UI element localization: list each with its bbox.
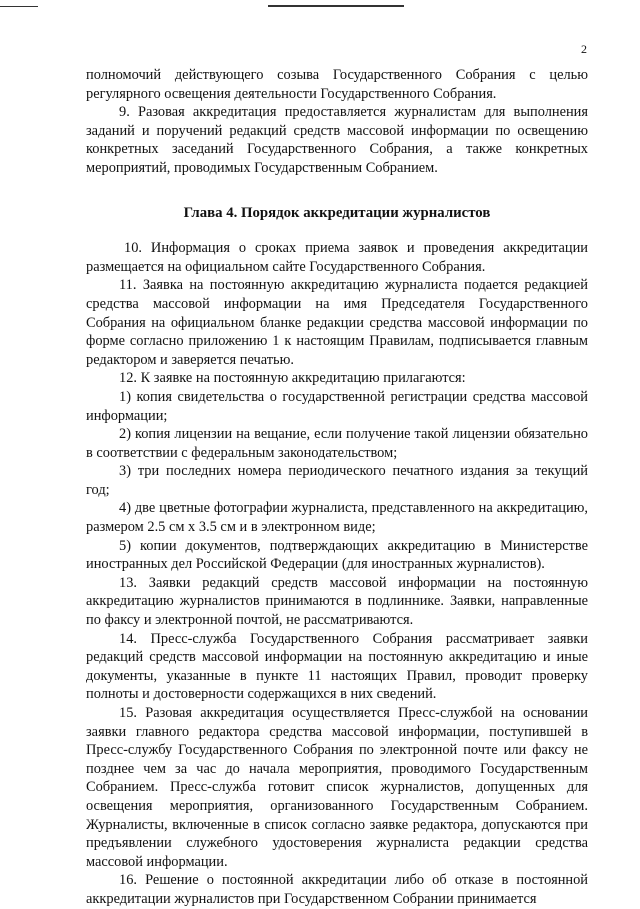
scan-edge-mark (0, 6, 38, 7)
list-item-1: 1) копия свидетельства о государственной регистрации средства массовой информации; (86, 388, 588, 424)
list-item-2: 2) копия лицензии на вещание, если получение такой лицензии обязательно в соответствии с федеральным законодательством; (86, 426, 588, 461)
paragraph-15: 15. Разовая аккредитация осуществляется Пресс-службой на основании заявки главного редактора средства массовой информации, поступившей в Пресс-службу Государственного Собрания по электронной почте или факсу не позднее чем за час до начала мероприятия, проводимого Государственным Собранием. Пресс-служба готовит список журналистов, допущенных для освещения мероприятия, организованного Государственным Собранием. Журналисты, включенные в список согласно заявке редактора, допускаются при предъявлении служебного удостоверения журналиста редакции средства массовой информации. (86, 705, 588, 870)
document-body (86, 66, 588, 909)
list-item-5: 5) копии документов, подтверждающих аккредитацию в Министерстве иностранных дел Российской Федерации (для иностранных журналистов). (86, 537, 588, 573)
page-number: 2 (581, 42, 587, 56)
paragraph-continuation: полномочий действующего созыва Государственного Собрания с целью регулярного освещения деятельности Государственного Собрания. (86, 67, 588, 102)
scan-edge-mark (268, 5, 404, 7)
paragraph-14: 14. Пресс-служба Государственного Собрания рассматривает заявки редакций средств массовой информации на постоянную аккредитацию и иные документы, указанные в пункте 11 настоящих Правил, проводит проверку полноты и достоверности содержащихся в них сведений. (86, 630, 588, 703)
paragraph-12: 12. К заявке на постоянную аккредитацию прилагаются: (119, 370, 466, 387)
paragraph-9: 9. Разовая аккредитация предоставляется журналистам для выполнения заданий и поручений редакций средств массовой информации по освещению конкретных заседаний Государственного Собрания, а также конкретных мероприятий, проводимых Государственным Собранием. (86, 104, 588, 176)
paragraph-16: 16. Решение о постоянной аккредитации либо об отказе в постоянной аккредитации журналистов при Государственном Собрании принимается (86, 872, 588, 907)
list-item-4: 4) две цветные фотографии журналиста, представленного на аккредитацию, размером 2.5 см х 3.5 см и в электронном виде; (86, 500, 588, 536)
chapter-heading: Глава 4. Порядок аккредитации журналистов (183, 204, 491, 221)
paragraph-13: 13. Заявки редакций средств массовой информации на постоянную аккредитацию журналистов принимаются в подлиннике. Заявки, направленные по факсу и электронной почтой, не рассматриваются. (86, 574, 588, 629)
paragraph-10: 10. Информация о сроках приема заявок и проведения аккредитации размещается на официальном сайте Государственного Собрания. (86, 240, 588, 275)
list-item-3: 3) три последних номера периодического печатного издания за текущий год; (86, 463, 588, 498)
paragraph-11: 11. Заявка на постоянную аккредитацию журналиста подается редакцией средства массовой информации на имя Председателя Государственного Собрания на официальном бланке редакции средства массовой информации по форме согласно приложению 1 к настоящим Правилам, подписывается главным редактором и заверяется печатью. (86, 277, 588, 368)
